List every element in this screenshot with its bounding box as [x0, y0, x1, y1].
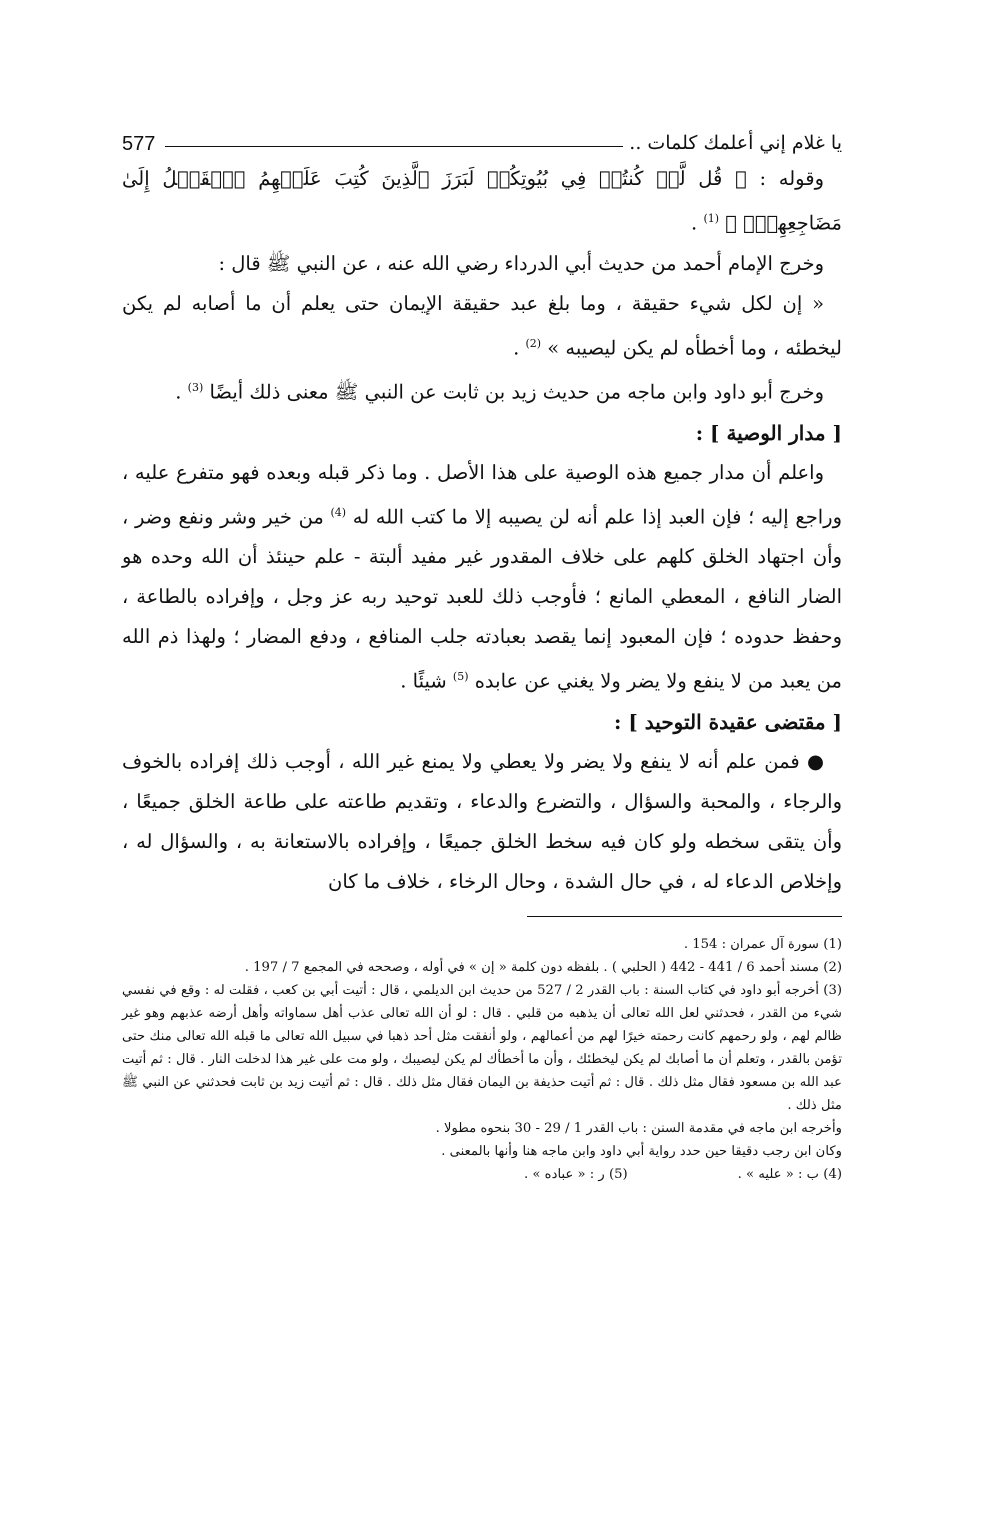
footnote-ref: (5) [452, 670, 469, 683]
punct: . [175, 380, 188, 404]
footnote: وكان ابن رجب دقيقا حين حدد رواية أبي داود وابن ماجه هنا وأنها بالمعنى . [441, 1143, 842, 1159]
paragraph [122, 159, 842, 244]
footnote-ref: (4) [330, 505, 347, 519]
paragraph-text: شيئًا . [400, 669, 453, 693]
paragraph [122, 453, 842, 702]
quran-verse: وقوله : ﴿ قُل لَّوۡ كُنتُمۡ فِي بُيُوتِكُمۡ لَبَرَزَ ٱلَّذِينَ كُتِبَ عَلَيۡهِمُ ٱلۡقَتۡلُ إِلَىٰ مَضَاجِعِهِمۡۖ ﴾ [122, 167, 842, 235]
paragraph-text: واعلم أن مدار جميع هذه الوصية على هذا الأصل . وما ذكر قبله وبعده فهو متفرع عليه ، وراجع إليه ؛ فإن العبد إذا علم أنه لن يصيبه إلا ما كتب الله له [122, 460, 842, 528]
paragraph: ● فمن علم أنه لا ينفع ولا يضر ولا يعطي ولا يمنع غير الله ، أوجب ذلك إفراده بالخوف والرجاء ، والمحبة والسؤال ، والتضرع والدعاء ، وتقديم طاعته على طاعة الخلق جميعًا ، وأن يتقى سخطه ولو كان فيه سخط الخلق جميعًا ، وإفراده بالاستعانة به ، والسؤال له ، وإخلاص الدعاء له ، في حال الشدة ، وحال الرخاء ، خلاف ما كان [122, 749, 842, 893]
footnote: (4) ب : « عليه » . [737, 1166, 842, 1182]
paragraph-text: من خير وشر ونفع وضر ، وأن اجتهاد الخلق كلهم على خلاف المقدور غير مفيد ألبتة - علم حينئذ أن الله وحده هو الضار النافع ، المعطي المانع ؛ فأوجب ذلك للعبد توحيد ربه عز وجل ، وإفراده بالطاعة ، وحفظ حدوده ؛ فإن المعبود إنما يقصد بعبادته جلب المنافع ، ودفع المضار ؛ ولهذا ذم الله من يعبد من لا ينفع ولا يضر ولا يغني عن عابده [122, 505, 842, 693]
page-number: 577 [122, 133, 165, 156]
footnote-row [122, 1163, 842, 1186]
section-heading: [ مقتضى عقيدة التوحيد ] : [614, 709, 842, 734]
main-text [122, 159, 842, 902]
punct: . [691, 211, 704, 235]
paragraph: وخرج الإمام أحمد من حديث أبي الدرداء رضي الله عنه ، عن النبي ﷺ قال : [218, 251, 824, 275]
book-page [122, 110, 842, 1186]
paragraph [122, 368, 842, 413]
footnote: وأخرجه ابن ماجه في مقدمة السنن : باب القدر 1 / 29 - 30 بنحوه مطولا . [435, 1120, 842, 1136]
footnote: (3) أخرجه أبو داود في كتاب السنة : باب القدر 2 / 527 من حديث ابن الديلمي ، قال : أتيت أبي بن كعب ، فقلت له : وقع في نفسي شيء من القدر ، فحدثني لعل الله تعالى أن يذهبه من قلبي . قال : لو أن الله تعالى عذب أهل سماواته وأهل أرضه عذبهم وهو غير ظالم لهم ، ولو رحمهم كانت رحمته خيرًا لهم من أعمالهم ، ولو أنفقت مثل أحد ذهبا في سبيل الله تعالى ما قبله الله تعالى منك حتى تؤمن بالقدر ، وتعلم أن ما أصابك لم يكن ليخطئك ، وأن ما أخطأك لم يكن ليصيبك ، ولو مت على غير هذا لدخلت النار . قال : ثم أتيت عبد الله بن مسعود فقال مثل ذلك . قال : ثم أتيت حذيفة بن اليمان فقال مثل ذلك . قال : ثم أتيت زيد بن ثابت فحدثني عن النبي ﷺ مثل ذلك . [122, 982, 842, 1113]
footnote-ref: (3) [187, 381, 204, 394]
footnote: (5) ر : « عباده » . [524, 1166, 628, 1182]
footnote-divider [527, 916, 842, 917]
hadith-text: « إن لكل شيء حقيقة ، وما بلغ عبد حقيقة الإيمان حتى يعلم أن ما أصابه لم يكن ليخطئه ، وما أخطأه لم يكن ليصيبه » [122, 291, 842, 359]
page-header [122, 110, 842, 155]
footnote-ref: (1) [703, 212, 720, 225]
paragraph [122, 284, 842, 369]
running-title: يا غلام إني أعلمك كلمات .. [623, 132, 842, 156]
section-heading: [ مدار الوصية ] : [695, 420, 842, 445]
footnotes [122, 933, 842, 1186]
footnote-ref: (2) [525, 336, 542, 350]
paragraph-text: وخرج أبو داود وابن ماجه من حديث زيد بن ثابت عن النبي ﷺ معنى ذلك أيضًا [209, 380, 824, 404]
footnote: (2) مسند أحمد 6 / 441 - 442 ( الحلبي ) . بلفظه دون كلمة « إن » في أوله ، وصححه في المجمع 7 / 197 . [244, 959, 842, 975]
footnote: (1) سورة آل عمران : 154 . [683, 936, 842, 952]
punct: . [513, 336, 526, 359]
